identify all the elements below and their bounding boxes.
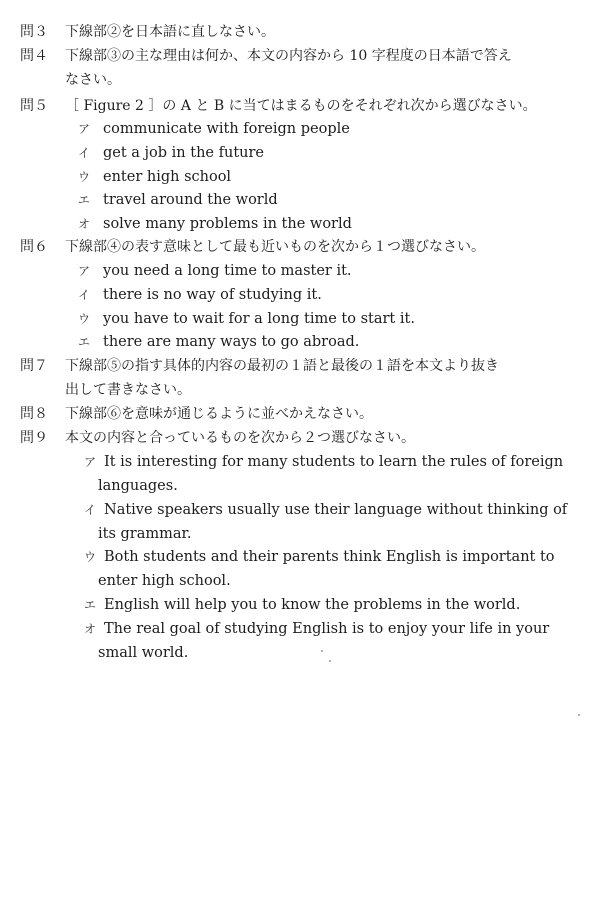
question-number: 問８ bbox=[20, 406, 48, 422]
option-text: there is no way of studying it. bbox=[103, 287, 322, 303]
option-mark: イ bbox=[78, 146, 91, 160]
question-number: 問６ bbox=[20, 239, 48, 255]
question-text bbox=[65, 94, 585, 118]
question-text bbox=[65, 402, 585, 426]
option-text-line: its grammar. bbox=[98, 526, 192, 542]
question-text bbox=[65, 20, 585, 44]
question-number: 問３ bbox=[20, 24, 48, 40]
option-mark: ウ bbox=[78, 312, 91, 326]
option-text-line: Native speakers usually use their language without thinking of bbox=[104, 502, 568, 518]
option-text: travel around the world bbox=[103, 192, 278, 208]
option-text-line: Both students and their parents think English is important to bbox=[104, 549, 555, 565]
question-text-line: 下線部②を日本語に直しなさい。 bbox=[65, 24, 275, 40]
option-text: you need a long time to master it. bbox=[103, 263, 352, 279]
option-text: get a job in the future bbox=[103, 145, 264, 161]
question-number: 問５ bbox=[20, 98, 48, 114]
option-mark: イ bbox=[84, 503, 97, 517]
question-text bbox=[65, 354, 585, 402]
scan-speck bbox=[578, 714, 580, 716]
question-text-line: なさい。 bbox=[65, 72, 121, 88]
question-number: 問７ bbox=[20, 358, 48, 374]
question-text-line: 下線部⑥を意味が通じるように並べかえなさい。 bbox=[65, 406, 373, 422]
option-text bbox=[98, 545, 555, 593]
question-text-line: 出して書きなさい。 bbox=[65, 382, 191, 398]
option-mark: ウ bbox=[84, 550, 97, 564]
option-text-line: The real goal of studying English is to enjoy your life in your bbox=[104, 621, 550, 637]
option-mark: エ bbox=[78, 335, 91, 349]
option-text bbox=[98, 498, 567, 546]
question-text-line: 下線部④の表す意味として最も近いものを次から１つ選びなさい。 bbox=[65, 239, 485, 255]
option-text bbox=[98, 450, 563, 498]
option-mark: エ bbox=[84, 598, 97, 612]
option-mark: エ bbox=[78, 193, 91, 207]
option-mark: ア bbox=[84, 455, 97, 469]
option-text: communicate with foreign people bbox=[103, 121, 350, 137]
option-mark: オ bbox=[84, 622, 97, 636]
option-text: solve many problems in the world bbox=[103, 216, 352, 232]
option-text-line: enter high school. bbox=[98, 573, 231, 589]
question-text bbox=[65, 44, 585, 92]
question-text bbox=[65, 235, 585, 259]
option-text: enter high school bbox=[103, 169, 232, 185]
option-text: there are many ways to go abroad. bbox=[103, 334, 360, 350]
question-number: 問９ bbox=[20, 430, 48, 446]
question-text-line: 下線部③の主な理由は何か、本文の内容から 10 字程度の日本語で答え bbox=[65, 48, 512, 64]
option-mark: オ bbox=[78, 217, 91, 231]
option-text-line: English will help you to know the problems in the world. bbox=[104, 597, 521, 613]
option-text-line: languages. bbox=[98, 478, 178, 494]
question-number: 問４ bbox=[20, 48, 48, 64]
option-text bbox=[98, 593, 520, 617]
question-text-line: 本文の内容と合っているものを次から２つ選びなさい。 bbox=[65, 430, 415, 446]
scan-speck bbox=[321, 650, 323, 652]
question-text bbox=[65, 426, 585, 450]
question-text-line: 下線部⑤の指す具体的内容の最初の１語と最後の１語を本文より抜き bbox=[65, 358, 499, 374]
option-text-line: It is interesting for many students to learn the rules of foreign bbox=[104, 454, 564, 470]
question-text-line: ［ Figure 2 ］の A と B に当てはまるものをそれぞれ次から選びなさい。 bbox=[65, 98, 537, 114]
option-text-line: small world. bbox=[98, 645, 189, 661]
option-text bbox=[98, 617, 549, 665]
option-text: you have to wait for a long time to start it. bbox=[103, 311, 415, 327]
option-mark: ウ bbox=[78, 170, 91, 184]
option-mark: ア bbox=[78, 122, 91, 136]
option-mark: イ bbox=[78, 288, 91, 302]
option-mark: ア bbox=[78, 264, 91, 278]
scan-speck bbox=[329, 660, 331, 662]
